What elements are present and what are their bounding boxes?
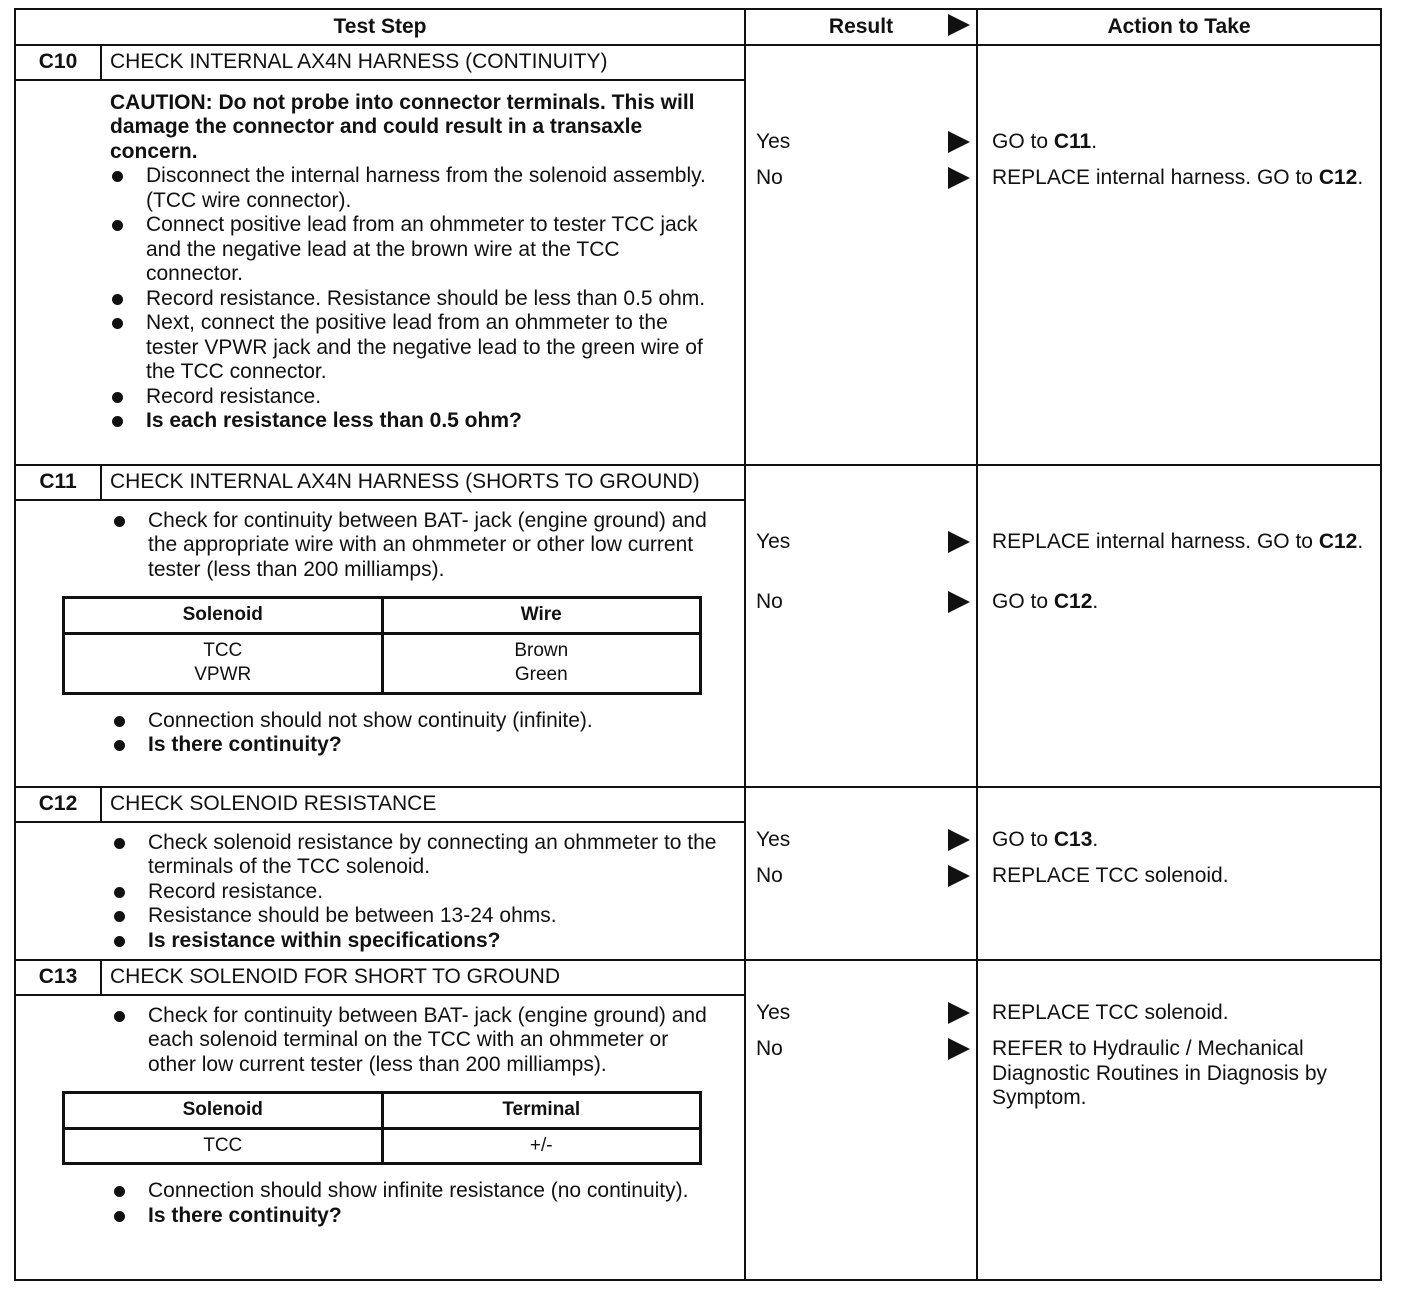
table-cell: +/- (382, 1128, 701, 1164)
action-ref: C12 (1318, 166, 1358, 189)
step-body (16, 81, 744, 440)
arrow-icon (948, 131, 970, 153)
bullet-list (112, 831, 720, 954)
caution-text: CAUTION: Do not probe into connector terminals. This will damage the connector and could result in a transaxle concern. (110, 90, 695, 163)
bullet-item: Disconnect the internal harness from the solenoid assembly. (TCC wire connector). (110, 164, 720, 213)
bullet-item: Record resistance. Resistance should be less than 0.5 ohm. (110, 287, 720, 312)
action-text-end: . (1357, 166, 1364, 189)
step-head (16, 46, 744, 81)
action-ref: C13 (1053, 828, 1093, 851)
action-no (992, 166, 1370, 191)
arrow-icon (948, 829, 970, 851)
action-ref: C11 (1053, 130, 1092, 153)
step-id: C11 (16, 466, 102, 499)
step-title: CHECK INTERNAL AX4N HARNESS (SHORTS TO GROUND) (110, 470, 700, 493)
action-no (992, 1037, 1370, 1111)
step-head (16, 961, 744, 996)
result-no (756, 1037, 976, 1063)
action-text: REPLACE TCC solenoid. (992, 864, 1229, 887)
result-label: Yes (756, 530, 791, 553)
table-row (64, 1128, 701, 1164)
bullet-list (112, 1179, 720, 1228)
result-yes (756, 130, 976, 156)
action-cell (977, 960, 1381, 1280)
solenoid-terminal-table (62, 1091, 702, 1165)
step-head (16, 466, 744, 501)
result-label: No (756, 1037, 783, 1060)
step-row-c11 (15, 465, 1381, 787)
result-label: Yes (756, 828, 791, 851)
action-no (992, 864, 1370, 889)
arrow-icon (948, 1038, 970, 1060)
header-result (745, 9, 977, 45)
bullet-list (110, 164, 720, 434)
bullet-question: Is each resistance less than 0.5 ohm? (110, 409, 720, 434)
action-cell (977, 45, 1381, 465)
step-cell (15, 960, 745, 1280)
bullet-item: Resistance should be between 13-24 ohms. (112, 904, 720, 929)
step-row-c12 (15, 787, 1381, 960)
action-text-end: . (1092, 828, 1099, 851)
action-text: GO to (992, 130, 1054, 153)
bullet-item: Connect positive lead from an ohmmeter to tester TCC jack and the negative lead at the brown wire at the TCC connector. (110, 213, 720, 287)
bullet-item: Check for continuity between BAT- jack (engine ground) and each solenoid terminal on the TCC with an ohmmeter or other low current tester (less than 200 milliamps). (112, 1004, 720, 1078)
step-cell (15, 465, 745, 787)
action-text: REPLACE internal harness. GO to (992, 166, 1319, 189)
arrow-icon (948, 167, 970, 189)
bullet-list (112, 1004, 720, 1078)
step-id: C10 (16, 46, 102, 79)
action-cell (977, 787, 1381, 960)
bullet-list (112, 709, 720, 758)
result-no (756, 590, 976, 616)
cell-value: VPWR (194, 664, 252, 685)
step-body (16, 501, 744, 764)
action-text-end: . (1357, 530, 1364, 553)
result-label: No (756, 864, 783, 887)
table-cell: TCC (64, 1128, 383, 1164)
arrow-icon (948, 865, 970, 887)
action-text-end: . (1092, 590, 1099, 613)
header-test-step: Test Step (15, 9, 745, 45)
step-head (16, 788, 744, 823)
table-cell (382, 633, 701, 693)
result-cell (745, 787, 977, 960)
result-cell (745, 45, 977, 465)
result-label: No (756, 590, 783, 613)
result-label: Yes (756, 1001, 791, 1024)
cell-value: TCC (203, 639, 243, 661)
action-cell (977, 465, 1381, 787)
action-text-end: . (1091, 130, 1098, 153)
bullet-item: Record resistance. (110, 385, 720, 410)
bullet-item: Next, connect the positive lead from an ohmmeter to the tester VPWR jack and the negative lead to the green wire of the TCC connector. (110, 311, 720, 385)
action-ref: C12 (1318, 530, 1358, 553)
step-row-c10 (15, 45, 1381, 465)
bullet-item: Check solenoid resistance by connecting an ohmmeter to the terminals of the TCC solenoid. (112, 831, 720, 880)
arrow-icon (948, 531, 970, 553)
result-yes (756, 828, 976, 854)
table-header: Solenoid (64, 1093, 383, 1129)
step-title: CHECK SOLENOID RESISTANCE (110, 792, 437, 815)
result-no (756, 864, 976, 890)
action-yes (992, 828, 1370, 853)
bullet-question: Is there continuity? (112, 733, 720, 758)
table-cell (64, 633, 383, 693)
action-yes (992, 130, 1370, 155)
action-yes (992, 1001, 1370, 1026)
result-cell (745, 960, 977, 1280)
action-text: GO to (992, 828, 1054, 851)
solenoid-wire-table (62, 596, 702, 695)
action-ref: C12 (1053, 590, 1093, 613)
cell-value: Brown (514, 639, 569, 661)
diagnostic-table (14, 8, 1382, 1281)
table-header: Wire (382, 598, 701, 634)
step-body (16, 823, 744, 960)
result-no (756, 166, 976, 192)
result-cell (745, 465, 977, 787)
arrow-icon (948, 591, 970, 613)
bullet-list (112, 509, 720, 583)
bullet-question: Is resistance within specifications? (112, 929, 720, 954)
step-body (16, 996, 744, 1235)
step-cell (15, 45, 745, 465)
arrow-icon (948, 1002, 970, 1024)
result-yes (756, 1001, 976, 1027)
step-title: CHECK SOLENOID FOR SHORT TO GROUND (110, 965, 561, 988)
bullet-item: Check for continuity between BAT- jack (engine ground) and the appropriate wire with an ohmmeter or other low current tester (less than 200 milliamps). (112, 509, 720, 583)
action-text: REFER to Hydraulic / Mechanical Diagnostic Routines in Diagnosis by Symptom. (992, 1037, 1328, 1109)
result-yes (756, 530, 976, 556)
bullet-item: Connection should not show continuity (infinite). (112, 709, 720, 734)
bullet-item: Record resistance. (112, 880, 720, 905)
cell-value: Green (514, 664, 568, 685)
table-row (64, 633, 701, 693)
action-text: REPLACE internal harness. GO to (992, 530, 1319, 553)
header-result-label: Result (828, 14, 894, 38)
arrow-icon (948, 14, 970, 36)
step-id: C12 (16, 788, 102, 821)
step-row-c13 (15, 960, 1381, 1280)
result-label: No (756, 166, 783, 189)
table-header: Terminal (382, 1093, 701, 1129)
table-header: Solenoid (64, 598, 383, 634)
action-yes (992, 530, 1370, 555)
header-row (15, 9, 1381, 45)
action-text: REPLACE TCC solenoid. (992, 1001, 1229, 1024)
step-id: C13 (16, 961, 102, 994)
action-no (992, 590, 1370, 615)
step-cell (15, 787, 745, 960)
step-title: CHECK INTERNAL AX4N HARNESS (CONTINUITY) (110, 50, 608, 73)
result-label: Yes (756, 130, 791, 153)
action-text: GO to (992, 590, 1054, 613)
header-action: Action to Take (977, 9, 1381, 45)
bullet-item: Connection should show infinite resistance (no continuity). (112, 1179, 720, 1204)
bullet-question: Is there continuity? (112, 1204, 720, 1229)
